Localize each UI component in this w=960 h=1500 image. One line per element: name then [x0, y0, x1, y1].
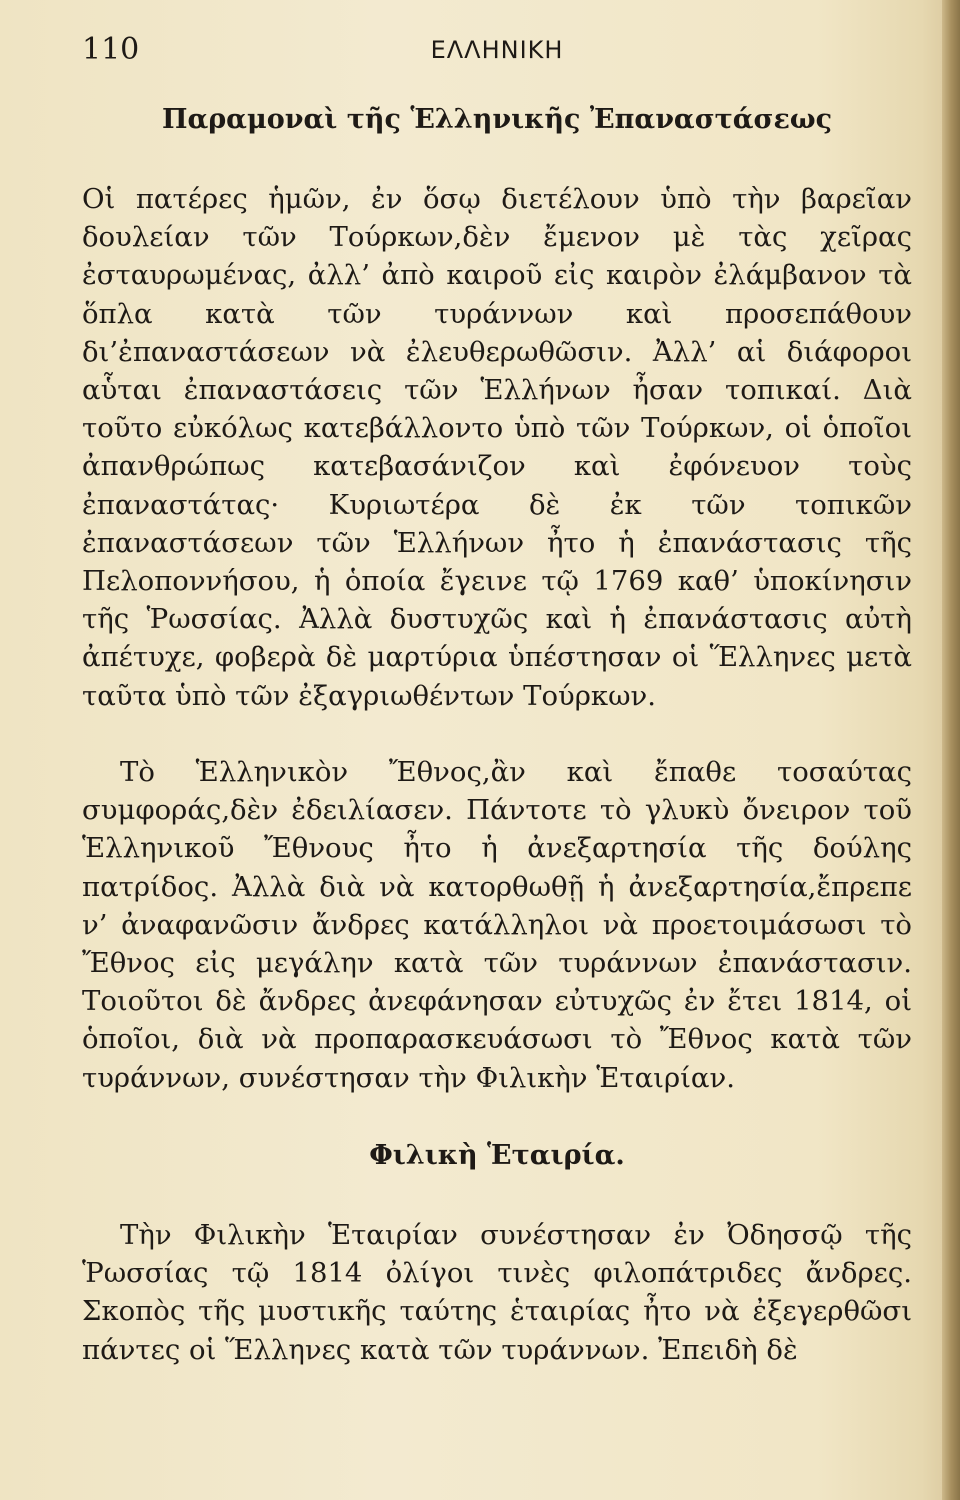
- paragraph: Οἱ πατέρες ἡμῶν, ἐν ὅσῳ διετέλουν ὑπὸ τὴν βαρεῖαν δουλείαν τῶν Τούρκων,δὲν ἔμενον μὲ τὰς χεῖρας ἐσταυρωμένας, ἀλλ’ ἀπὸ καιροῦ εἰς καιρὸν ἐλάμβανον τὰ ὅπλα κατὰ τῶν τυράννων καὶ προσεπάθουν δι’ἐπαναστάσεων νὰ ἐλευθερωθῶσιν. Ἀλλ’ αἱ διάφοροι αὗται ἐπαναστάσεις τῶν Ἑλλήνων ἦσαν τοπικαί. Διὰ τοῦτο εὐκόλως κατεβάλλοντο ὑπὸ τῶν Τούρκων, οἱ ὁποῖοι ἀπανθρώπως κατεβασάνιζον καὶ ἐφόνευον τοὺς ἐπαναστάτας· Κυριωτέρα δὲ ἐκ τῶν τοπικῶν ἐπαναστάσεων τῶν Ἑλλήνων ἦτο ἡ ἐπανάστασις τῆς Πελοποννήσου, ἡ ὁποία ἔγεινε τῷ 1769 καθ’ ὑποκίνησιν τῆς Ῥωσσίας. Ἀλλὰ δυστυχῶς καὶ ἡ ἐπανάστασις αὐτὴ ἀπέτυχε, φοβερὰ δὲ μαρτύρια ὑπέστησαν οἱ Ἕλληνες μετὰ ταῦτα ὑπὸ τῶν ἐξαγριωθέντων Τούρκων.: [82, 183, 912, 712]
- running-head: ΕΛΛΗΝΙΚΗ: [430, 36, 564, 64]
- paragraph: Τὴν Φιλικὴν Ἑταιρίαν συνέστησαν ἐν Ὀδησσῷ τῆς Ῥωσσίας τῷ 1814 ὀλίγοι τινὲς φιλοπάτριδες ἄνδρες. Σκοπὸς τῆς μυστικῆς ταύτης ἑταιρίας ἦτο νὰ ἐξεγερθῶσι πάντες οἱ Ἕλληνες κατὰ τῶν τυράννων. Ἐπειδὴ δὲ: [82, 1219, 912, 1366]
- page-header: [82, 32, 912, 72]
- section-title-filiki-etaireia: Φιλικὴ Ἑταιρία.: [369, 1140, 625, 1171]
- paragraph: Τὸ Ἑλληνικὸν Ἔθνος,ἂν καὶ ἔπαθε τοσαύτας συμφοράς,δὲν ἐδειλίασεν. Πάντοτε τὸ γλυκὺ ὄνειρον τοῦ Ἑλληνικοῦ Ἔθνους ἦτο ἡ ἀνεξαρτησία τῆς δούλης πατρίδος. Ἀλλὰ διὰ νὰ κατορθωθῇ ἡ ἀνεξαρτησία,ἔπρεπε ν’ ἀναφανῶσιν ἄνδρες κατάλληλοι νὰ προετοιμάσωσι τὸ Ἔθνος εἰς μεγάλην κατὰ τῶν τυράννων ἐπανάστασιν. Τοιοῦτοι δὲ ἄνδρες ἀνεφάνησαν εὐτυχῶς ἐν ἔτει 1814, οἱ ὁποῖοι, διὰ νὰ προπαρασκευάσωσι τὸ Ἔθνος κατὰ τῶν τυράννων, συνέστησαν τὴν Φιλικὴν Ἑταιρίαν.: [82, 756, 912, 1094]
- page-number: 110: [82, 32, 140, 67]
- section-title-preliminaries: Παραμοναὶ τῆς Ἑλληνικῆς Ἐπαναστάσεως: [161, 104, 833, 135]
- page-edge: [942, 0, 960, 1500]
